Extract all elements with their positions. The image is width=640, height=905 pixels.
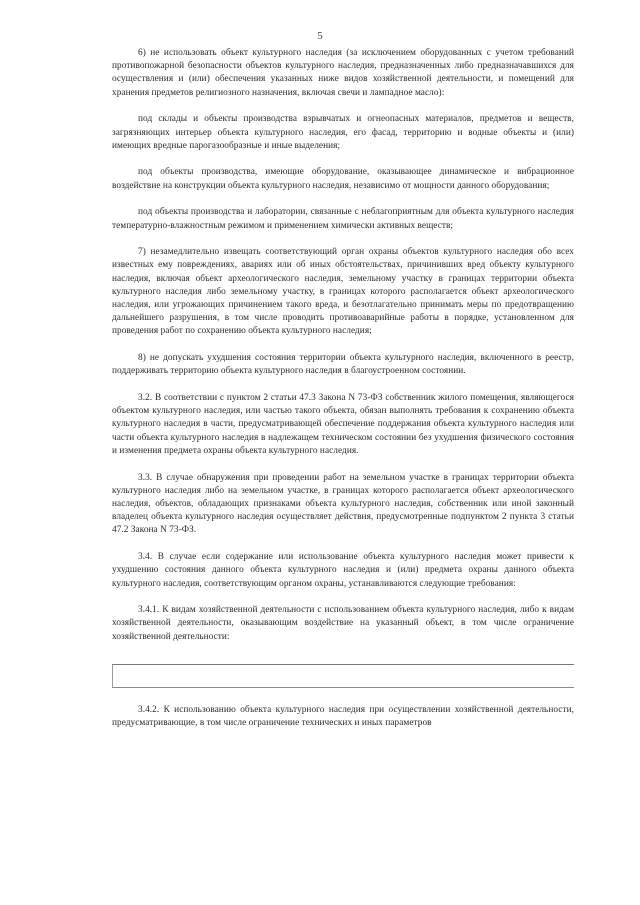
paragraph-item-8: 8) не допускать ухудшения состояния территории объекта культурного наследия, включенного в реестр, поддерживать территорию объекта культурного наследия в благоустроенном состоянии.	[112, 353, 574, 377]
paragraph-vibration: под объекты производства, имеющие оборудование, оказывающее динамическое и вибрационное воздействие на конструкции объекта культурного наследия, независимо от мощности данного оборудования;	[112, 167, 574, 191]
paragraph-laboratories: под объекты производства и лаборатории, связанные с неблагоприятным для объекта культурного наследия температурно-влажностным режимом и применением химически активных веществ;	[112, 207, 574, 231]
answer-box-3-4-1[interactable]	[112, 664, 574, 688]
paragraph-3-3: 3.3. В случае обнаружения при проведении работ на земельном участке в границах территории объекта культурного наследия либо на земельном участке, в границах которого располагается объект археологического наследия, объектов, обладающих признаками объекта культурного наследия, собственник или иной законный владелец объекта культурного наследия осуществляет действия, предусмотренные подпунктом 2 пункта 3 статьи 47.2 Закона N 73-ФЗ.	[112, 472, 574, 536]
paragraph-item-6: 6) не использовать объект культурного наследия (за исключением оборудованных с учетом требований противопожарной безопасности объектов культурного наследия, предназначенных либо предназначавшихся для осуществления и (или) обеспечения указанных ниже видов хозяйственной деятельности, и помещений для хранения предметов религиозного назначения, включая свечи и лампадное масло):	[112, 48, 574, 98]
paragraph-storage: под склады и объекты производства взрывчатых и огнеопасных материалов, предметов и веществ, загрязняющих интерьер объекта культурного наследия, его фасад, территорию и водные объекты и (или) имеющих вредные парогазообразные и иные выделения;	[112, 114, 574, 151]
paragraph-3-2: 3.2. В соответствии с пунктом 2 статьи 47.3 Закона N 73-ФЗ собственник жилого помещения, являющегося объектом культурного наследия, или частью такого объекта, обязан выполнять требования к сохранению объекта культурного наследия в части, предусматривающей обеспечение поддержания объекта культурного наследия или части объекта культурного наследия в надлежащем техническом состоянии без ухудшения физического состояния и изменения предмета охраны объекта культурного наследия.	[112, 393, 574, 456]
paragraph-item-7: 7) незамедлительно извещать соответствующий орган охраны объектов культурного наследия обо всех известных ему повреждениях, авариях или об иных обстоятельствах, причинивших вред объекту культурного наследия, включая объект археологического наследия, земельному участку в границах территории объекта культурного наследия либо земельному участку, в границах которого располагается объект археологического наследия, или угрожающих причинением такого вреда, и безотлагательно принимать меры по предотвращению дальнейшего разрушения, в том числе проводить противоаварийные работы в порядке, установленном для проведения работ по сохранению объекта культурного наследия;	[112, 247, 574, 337]
document-body	[112, 47, 574, 744]
page-number: 5	[317, 30, 323, 42]
paragraph-3-4: 3.4. В случае если содержание или использование объекта культурного наследия может привести к ухудшению состояния данного объекта культурного наследия и (или) предмета охраны данного объекта культурного наследия, соответствующим органом охраны, устанавливаются следующие требования:	[112, 552, 574, 589]
paragraph-3-4-2: 3.4.2. К использованию объекта культурного наследия при осуществлении хозяйственной деятельности, предусматривающие, в том числе ограничение технических и иных параметров	[112, 704, 574, 729]
paragraph-3-4-1: 3.4.1. К видам хозяйственной деятельности с использованием объекта культурного наследия, либо к видам хозяйственной деятельности, оказывающим воздействие на указанный объект, в том числе ограничение хозяйственной деятельности:	[112, 605, 574, 642]
